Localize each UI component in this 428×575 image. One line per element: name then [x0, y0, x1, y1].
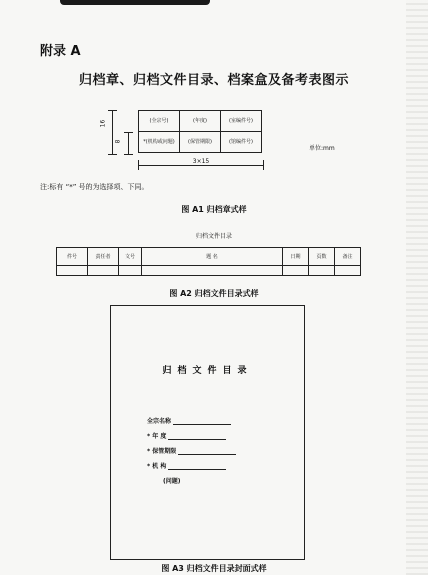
field-line [173, 417, 231, 425]
top-scan-bar [60, 0, 210, 5]
unit-label: 单位:mm [309, 145, 335, 152]
archive-stamp-table [138, 110, 262, 153]
table-header: 责任者 [88, 248, 119, 266]
dim-line-width [138, 165, 264, 166]
caption-a3: 图 A3 归档文件目录封面式样 [161, 564, 267, 573]
table-cell [119, 266, 142, 276]
field-label: * 机 构 [147, 463, 167, 470]
dim-tick [108, 110, 117, 111]
cover-field-org [147, 461, 226, 470]
table-cell [88, 266, 119, 276]
stamp-cell: *(机构或问题) [139, 132, 180, 153]
table-cell [57, 266, 88, 276]
cover-field-retention [147, 446, 236, 455]
cover-title: 归档文件目录 [162, 366, 253, 376]
cover-field-year [147, 431, 226, 440]
note-text: 注:标有 “*” 号的为选择项、下同。 [40, 183, 149, 191]
dim-tick [124, 132, 133, 133]
stamp-cell: (馆编件号) [221, 132, 262, 153]
table-cell [283, 266, 309, 276]
table-cell [142, 266, 283, 276]
table-header: 日期 [283, 248, 309, 266]
dim-label-width: 3×15 [192, 158, 210, 165]
cover-field-fonds [147, 416, 231, 425]
table-header: 备注 [335, 248, 361, 266]
stamp-cell: (年度) [180, 111, 221, 132]
stamp-cell: (全宗号) [139, 111, 180, 132]
cover-field-sub: (问题) [163, 478, 181, 485]
stamp-cell: (室编件号) [221, 111, 262, 132]
dim-tick [124, 154, 133, 155]
table-cell [309, 266, 335, 276]
dim-line-16 [112, 110, 113, 154]
a2-table-label: 归档文件目录 [195, 233, 232, 240]
appendix-heading: 附录 A [40, 44, 81, 59]
field-label: 全宗名称 [147, 418, 172, 425]
field-line [168, 432, 226, 440]
table-header: 页数 [309, 248, 335, 266]
page-title: 归档章、归档文件目录、档案盒及备考表图示 [78, 73, 349, 88]
field-label: * 保管期限 [147, 448, 177, 455]
table-cell [335, 266, 361, 276]
dim-label-16: 16 [99, 119, 107, 128]
catalog-cover [110, 305, 305, 560]
dim-label-8: 8 [114, 139, 122, 144]
table-header: 件号 [57, 248, 88, 266]
dim-tick [108, 154, 117, 155]
field-line [178, 447, 236, 455]
archive-catalog-table [56, 247, 361, 276]
field-line [168, 462, 226, 470]
caption-a2: 图 A2 归档文件目录式样 [169, 289, 259, 298]
table-header: 题 名 [142, 248, 283, 266]
field-label: * 年 度 [147, 433, 167, 440]
table-header: 文号 [119, 248, 142, 266]
stamp-cell: (保管期限) [180, 132, 221, 153]
caption-a1: 图 A1 归档章式样 [181, 205, 247, 214]
dim-line-8 [128, 132, 129, 154]
